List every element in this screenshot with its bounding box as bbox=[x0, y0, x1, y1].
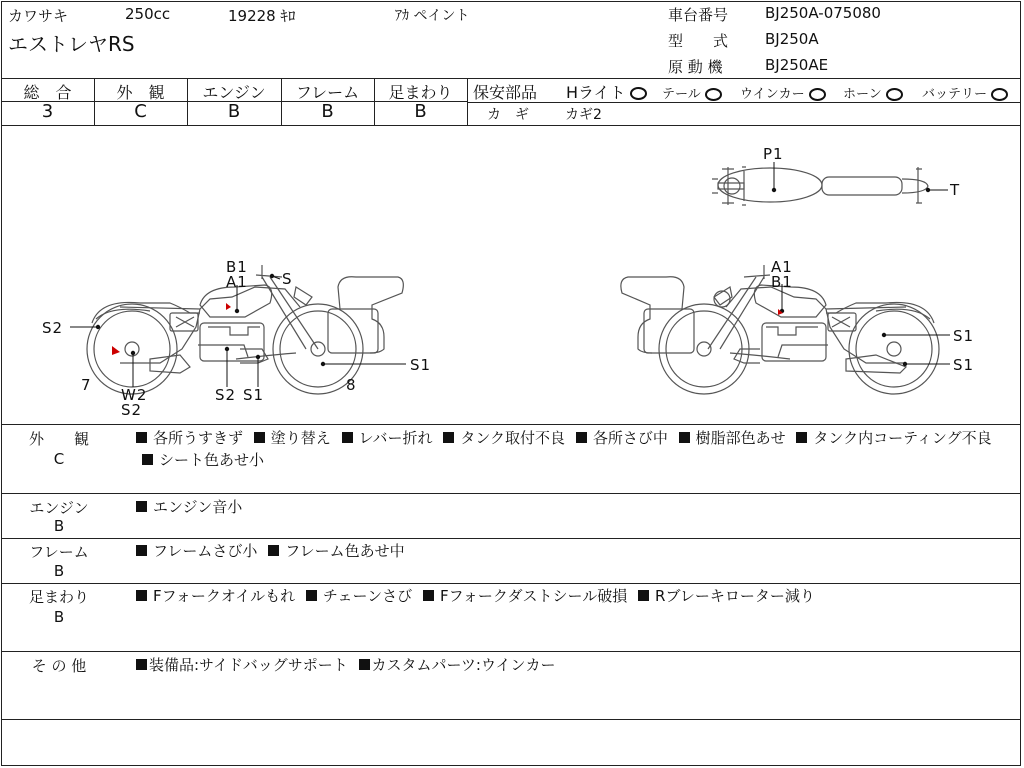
ok-circle-icon bbox=[886, 88, 903, 101]
comment-exterior-items: 各所うすきず 塗り替え レバー折れ タンク取付不良 各所さび中 樹脂部色あせ タンク内コーティング不良 シート色あせ小 bbox=[136, 427, 1016, 471]
mark-s1: S1 bbox=[410, 356, 432, 374]
ok-circle-icon bbox=[809, 88, 826, 101]
divider bbox=[1, 651, 1021, 652]
comment-exterior-grade: C bbox=[53, 450, 65, 468]
mark-a1: A1 bbox=[771, 258, 793, 276]
safety-battery: バッテリー bbox=[922, 83, 1008, 102]
divider bbox=[468, 102, 1021, 103]
frame-no-label: 車台番号 bbox=[668, 6, 729, 24]
frame-no: BJ250A-075080 bbox=[765, 4, 881, 22]
safety-tail: テール bbox=[662, 83, 722, 102]
bullet-icon bbox=[254, 432, 265, 443]
mark-b1: B1 bbox=[226, 258, 248, 276]
comment-suspension-label: 足まわり bbox=[28, 588, 89, 606]
bullet-icon bbox=[136, 659, 147, 670]
bullet-icon bbox=[638, 590, 649, 601]
grade-frame: B bbox=[321, 101, 334, 122]
grade-suspension-label: 足まわり bbox=[388, 83, 453, 102]
mark-s1: S1 bbox=[953, 356, 975, 374]
bullet-icon bbox=[268, 545, 279, 556]
grade-overall-label: 総 合 bbox=[23, 83, 72, 102]
safety-headlight: Hライト bbox=[566, 80, 647, 103]
mileage: 19228 ｷﾛ bbox=[228, 7, 296, 25]
type-label: 型 式 bbox=[668, 32, 729, 50]
mark-t: T bbox=[950, 181, 961, 199]
color: ｱｶ ペイント bbox=[395, 8, 470, 24]
comment-other-items: 装備品:サイドバッグサポート カスタムパーツ:ウインカー bbox=[136, 654, 556, 676]
divider bbox=[1, 78, 1021, 79]
bullet-icon bbox=[796, 432, 807, 443]
divider bbox=[1, 719, 1021, 720]
bullet-icon bbox=[142, 454, 153, 465]
comment-engine-label: エンジン bbox=[29, 499, 89, 517]
ok-circle-icon bbox=[705, 88, 722, 101]
mark-a1: A1 bbox=[226, 273, 248, 291]
bullet-icon bbox=[679, 432, 690, 443]
mark-s: S bbox=[282, 270, 293, 288]
mark-s2: S2 bbox=[42, 319, 64, 337]
comment-engine-items: エンジン音小 bbox=[136, 496, 242, 518]
type-value: BJ250A bbox=[765, 30, 819, 48]
divider bbox=[1, 424, 1021, 425]
bullet-icon bbox=[136, 432, 147, 443]
ok-circle-icon bbox=[991, 88, 1008, 101]
comment-suspension-grade: B bbox=[53, 608, 65, 626]
safety-label: 保安部品 bbox=[473, 83, 538, 102]
mark-s1: S1 bbox=[953, 327, 975, 345]
mark-7: 7 bbox=[81, 376, 92, 394]
divider bbox=[1, 125, 1021, 126]
motorcycle-diagram-svg bbox=[0, 127, 1022, 423]
divider bbox=[1, 538, 1021, 539]
ok-circle-icon bbox=[630, 87, 647, 100]
damage-diagram bbox=[0, 127, 1022, 423]
mark-s1: S1 bbox=[243, 386, 265, 404]
grade-engine: B bbox=[227, 101, 241, 122]
mark-p1: P1 bbox=[763, 145, 784, 163]
comment-frame-items: フレームさび小 フレーム色あせ中 bbox=[136, 540, 405, 562]
divider bbox=[467, 78, 468, 125]
bullet-icon bbox=[306, 590, 317, 601]
safety-winker: ウインカー bbox=[740, 83, 826, 102]
grade-frame-label: フレーム bbox=[295, 83, 360, 102]
bullet-icon bbox=[136, 545, 147, 556]
damage-red-marks bbox=[112, 303, 783, 355]
comment-frame-grade: B bbox=[53, 562, 65, 580]
comment-suspension-items: Fフォークオイルもれ チェーンさび Fフォークダストシール破損 Rブレーキローター減り bbox=[136, 585, 815, 607]
divider bbox=[1, 583, 1021, 584]
grade-exterior: C bbox=[134, 101, 147, 122]
mark-dots bbox=[96, 188, 930, 366]
comment-engine-grade: B bbox=[53, 517, 65, 535]
key-label: カ ギ bbox=[487, 107, 529, 123]
bullet-icon bbox=[136, 501, 147, 512]
comment-exterior-label: 外 観 bbox=[28, 430, 89, 448]
comment-other-label: そ の 他 bbox=[31, 657, 87, 675]
grade-exterior-label: 外 観 bbox=[116, 83, 165, 102]
divider bbox=[1, 493, 1021, 494]
key-value: カギ2 bbox=[565, 107, 602, 123]
grade-overall: 3 bbox=[41, 101, 54, 122]
bullet-icon bbox=[443, 432, 454, 443]
bullet-icon bbox=[423, 590, 434, 601]
bullet-icon bbox=[342, 432, 353, 443]
bullet-icon bbox=[136, 590, 147, 601]
bullet-icon bbox=[359, 659, 370, 670]
mark-8: 8 bbox=[346, 376, 357, 394]
maker: カワサキ bbox=[8, 7, 69, 25]
mark-w2: W2 bbox=[121, 386, 148, 404]
comment-frame-label: フレーム bbox=[29, 543, 89, 561]
grade-suspension: B bbox=[414, 101, 427, 122]
motorcycle-top-view bbox=[712, 167, 928, 205]
engine-model: BJ250AE bbox=[765, 56, 829, 74]
mark-s2: S2 bbox=[215, 386, 237, 404]
safety-horn: ホーン bbox=[843, 83, 903, 102]
displacement: 250cc bbox=[125, 5, 171, 23]
mark-b1: B1 bbox=[771, 273, 793, 291]
model-name: エストレヤRS bbox=[8, 32, 135, 56]
mark-s2: S2 bbox=[121, 401, 143, 419]
leader-lines bbox=[70, 162, 950, 387]
bullet-icon bbox=[576, 432, 587, 443]
engine-model-label: 原 動 機 bbox=[668, 58, 723, 76]
grade-engine-label: エンジン bbox=[202, 83, 266, 102]
